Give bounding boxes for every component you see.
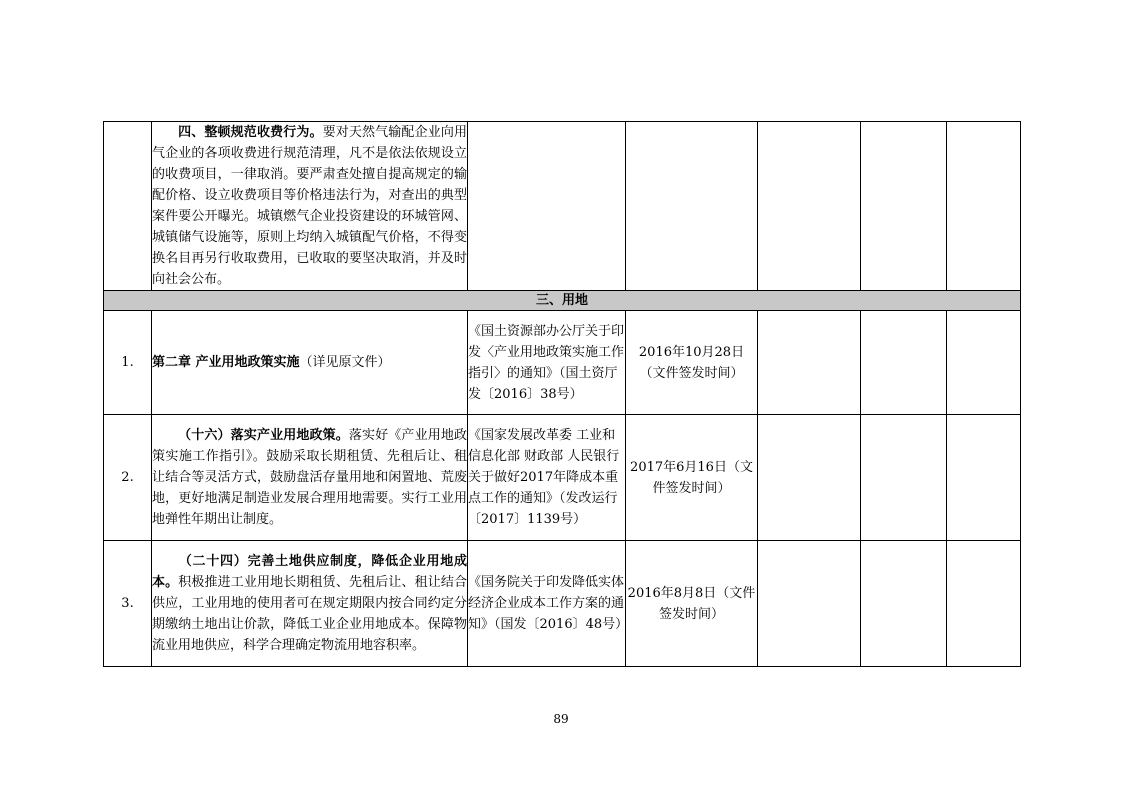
- policy-content: [152, 122, 468, 291]
- section-header: 三、用地: [104, 291, 1021, 311]
- policy-title: 四、整顿规范收费行为。: [178, 125, 323, 140]
- empty-cell: [861, 311, 947, 415]
- source-document: 《国土资源部办公厅关于印发〈产业用地政策实施工作指引〉的通知》（国土资厅发〔2016〕38号）: [468, 311, 626, 415]
- issue-date: 2016年8月8日（文件签发时间）: [626, 541, 758, 667]
- issue-date: 2016年10月28日（文件签发时间）: [626, 311, 758, 415]
- table-row: [104, 122, 1021, 291]
- empty-cell: [758, 122, 861, 291]
- empty-cell: [758, 311, 861, 415]
- empty-cell: [947, 415, 1021, 541]
- empty-cell: [947, 311, 1021, 415]
- issue-date: 2017年6月16日（文件签发时间）: [626, 415, 758, 541]
- row-number: 1.: [104, 311, 152, 415]
- policy-body: 落实好《产业用地政策实施工作指引》。鼓励采取长期租赁、先租后让、租让结合等灵活方式，鼓励盘活存量用地和闲置地、荒废地，更好地满足制造业发展合理用地需要。实行工业用地弹性年期出让制度。: [152, 428, 467, 527]
- empty-cell: [861, 415, 947, 541]
- policy-title: （十六）落实产业用地政策。: [178, 428, 349, 443]
- row-number: 2.: [104, 415, 152, 541]
- table-row: [104, 541, 1021, 667]
- section-header-row: [104, 291, 1021, 311]
- empty-cell: [861, 541, 947, 667]
- policy-title: 第二章 产业用地政策实施: [152, 355, 300, 370]
- page-number: 89: [553, 712, 569, 726]
- issue-date: [626, 122, 758, 291]
- policy-content: [152, 541, 468, 667]
- policy-title: （二十四）完善土地供应制度，降低企业用地成本。: [152, 554, 467, 590]
- row-number: [104, 122, 152, 291]
- policy-content: [152, 311, 468, 415]
- policy-body: （详见原文件）: [299, 355, 391, 370]
- table-row: [104, 311, 1021, 415]
- policy-table: [103, 121, 1021, 667]
- empty-cell: [947, 541, 1021, 667]
- empty-cell: [758, 415, 861, 541]
- source-document: 《国家发展改革委 工业和信息化部 财政部 人民银行关于做好2017年降成本重点工作的通知》（发改运行〔2017〕1139号）: [468, 415, 626, 541]
- empty-cell: [861, 122, 947, 291]
- source-document: [468, 122, 626, 291]
- policy-body: 要对天然气输配企业向用气企业的各项收费进行规范清理，凡不是依法依规设立的收费项目，一律取消。要严肃查处擅自提高规定的输配价格、设立收费项目等价格违法行为，对查出的典型案件要公开曝光。城镇燃气企业投资建设的环城管网、城镇储气设施等，原则上均纳入城镇配气价格，不得变换名目再另行收取费用，已收取的要坚决取消，并及时向社会公布。: [152, 125, 467, 287]
- policy-body: 积极推进工业用地长期租赁、先租后让、租让结合供应，工业用地的使用者可在规定期限内按合同约定分期缴纳土地出让价款，降低工业企业用地成本。保障物流业用地供应，科学合理确定物流用地容积率。: [152, 575, 467, 653]
- source-document: 《国务院关于印发降低实体经济企业成本工作方案的通知》（国发〔2016〕48号）: [468, 541, 626, 667]
- policy-content: [152, 415, 468, 541]
- empty-cell: [947, 122, 1021, 291]
- empty-cell: [758, 541, 861, 667]
- table-row: [104, 415, 1021, 541]
- row-number: 3.: [104, 541, 152, 667]
